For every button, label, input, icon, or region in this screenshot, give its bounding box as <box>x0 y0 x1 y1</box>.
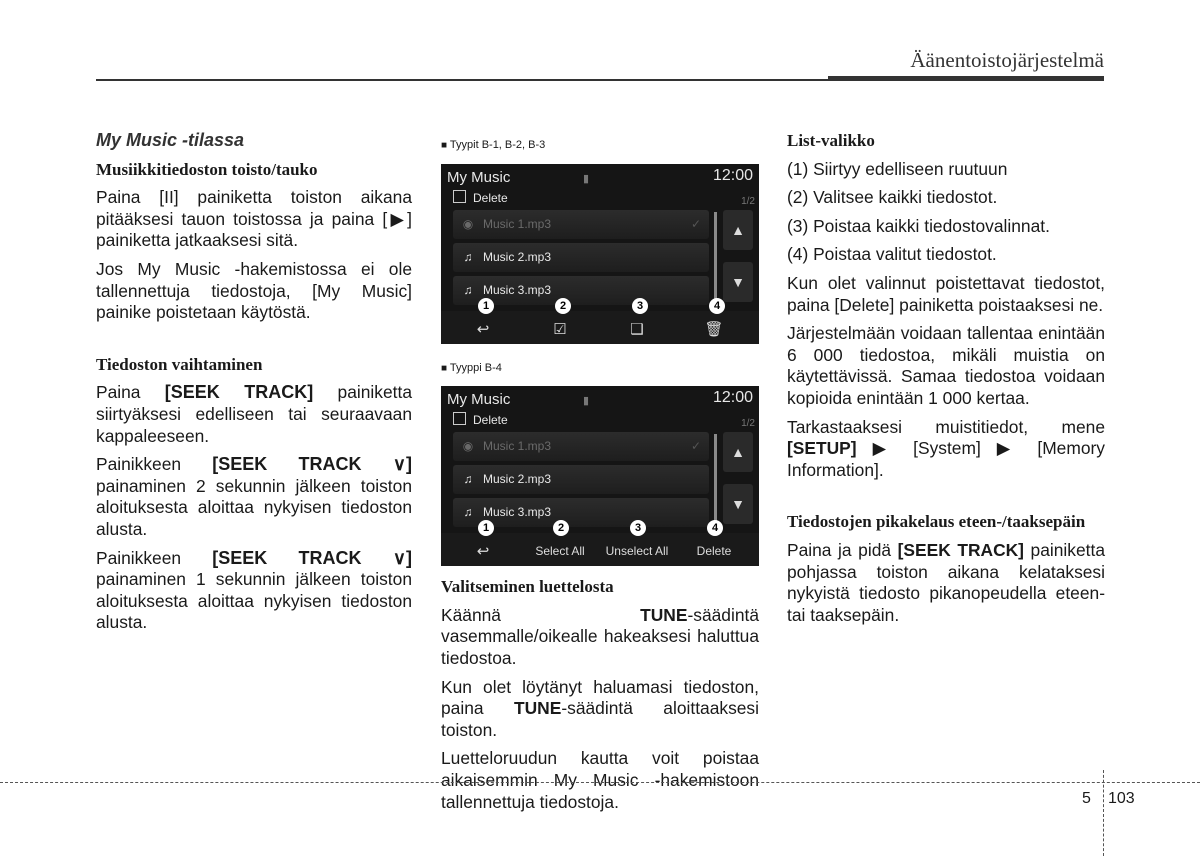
list-item[interactable]: ◉ Music 1.mp3 ✓ <box>453 210 709 239</box>
unselect-all-icon[interactable]: ❑ <box>630 320 644 338</box>
footer-rule <box>0 782 1200 783</box>
key-label: TUNE <box>513 698 562 719</box>
screen-title: My Music <box>447 168 511 186</box>
usb-icon: ▮ <box>583 395 590 408</box>
list-item-text: (3) Poistaa kaikki tiedostovalinnat. <box>787 215 1050 236</box>
list-item-text: (1) Siirtyy edelliseen ruutuun <box>787 158 1008 179</box>
key-label: [SEEK TRACK ∨] <box>212 454 412 475</box>
callout-badge: 1 <box>478 520 494 536</box>
paragraph: Kun olet valinnut poistettavat tiedostot, paina [Delete] painiketta poistaaksesi ne. <box>787 272 1105 315</box>
column-left <box>96 130 412 641</box>
music-note-icon: ♫ <box>463 249 473 264</box>
play-icon: ◉ <box>462 216 474 231</box>
subheading-fast-forward: Tiedostojen pikakelaus eteen-/taaksepäin <box>787 512 1086 532</box>
key-label: [SETUP] <box>787 438 857 459</box>
callout-badge: 4 <box>709 298 725 314</box>
scroll-up-button[interactable]: ▲ <box>723 210 753 250</box>
key-label: [SEEK TRACK ∨] <box>212 547 412 568</box>
back-icon[interactable]: ↩ <box>476 543 490 561</box>
back-icon[interactable]: ↩ <box>476 320 490 338</box>
list-item-text: (4) Poistaa valitut tiedostot. <box>787 244 997 265</box>
paragraph: Luetteloruudun kautta voit poistaa aikaisemmin My Music -hakemistoon tallennettuja tiedostoja. <box>441 748 759 812</box>
scrollbar[interactable] <box>714 212 717 308</box>
column-middle <box>441 135 759 820</box>
header-title: Äänentoistojärjestelmä <box>910 48 1104 72</box>
scrollbar[interactable] <box>714 434 717 530</box>
music-note-icon: ♫ <box>463 282 473 297</box>
select-all-button[interactable]: Select All <box>535 544 585 559</box>
subheading-play-pause: Musiikkitiedoston toisto/tauko <box>96 159 318 179</box>
paragraph: Painikkeen [SEEK TRACK ∨] painaminen 2 sekunnin jälkeen toiston aloituksesta aloittaa nykyisen tiedoston alusta. <box>96 454 412 539</box>
paragraph: Järjestelmään voidaan tallentaa enintään 6 000 tiedostoa, mikäli muistia on käytettävissä. Samaa tiedostoa voidaan kopioida enintään 1 000 kertaa. <box>787 323 1105 408</box>
paragraph: Paina [II] painiketta toiston aikana pitääksesi tauon toistossa ja paina [▶] painiketta jatkaaksesi sitä. <box>96 187 412 251</box>
paragraph: Paina [SEEK TRACK] painiketta siirtyäksesi edelliseen tai seuraavaan kappaleeseen. <box>96 382 412 446</box>
list-icon <box>453 412 466 425</box>
play-icon: ◉ <box>462 439 474 454</box>
list-item[interactable]: ◉ Music 1.mp3 ✓ <box>453 432 709 461</box>
callout-badge: 1 <box>478 298 494 314</box>
list-item[interactable]: ♫ Music 3.mp3 <box>453 498 709 527</box>
screen-type-b1 <box>441 164 759 344</box>
check-icon: ✓ <box>690 216 701 231</box>
key-label: TUNE <box>640 604 688 625</box>
list-item[interactable]: ♫ Music 2.mp3 <box>453 465 709 494</box>
key-label: [SEEK TRACK] <box>164 382 314 403</box>
footer-divider <box>1103 770 1104 856</box>
subheading-list-menu: List-valikko <box>787 131 875 150</box>
page-indicator: 1/2 <box>741 418 755 430</box>
music-note-icon: ♫ <box>463 472 473 487</box>
clock: 12:00 <box>712 389 753 407</box>
figure-caption: ■ Tyypit B-1, B-2, B-3 <box>441 139 546 151</box>
page-number: 103 <box>1108 790 1135 807</box>
list-icon <box>453 190 466 203</box>
callout-badge: 2 <box>555 298 571 314</box>
check-icon: ✓ <box>690 439 701 454</box>
delete-header: Delete <box>453 188 508 210</box>
select-all-icon[interactable]: ☑ <box>553 320 567 338</box>
trash-icon[interactable]: 🗑 <box>704 320 724 338</box>
paragraph: Painikkeen [SEEK TRACK ∨] painaminen 1 sekunnin jälkeen toiston aloituksesta aloittaa nykyisen tiedoston alusta. <box>96 547 412 633</box>
paragraph: Kun olet löytänyt haluamasi tiedoston, paina TUNE-säädintä aloittaaksesi toiston. <box>441 676 759 740</box>
header-rule-accent <box>828 76 1104 81</box>
subheading-select-from-list: Valitseminen luettelosta <box>441 577 614 597</box>
callout-badge: 2 <box>553 520 569 536</box>
delete-button[interactable]: Delete <box>696 544 732 559</box>
subheading-change-file: Tiedoston vaihtaminen <box>96 354 263 374</box>
page-indicator: 1/2 <box>741 195 755 207</box>
music-note-icon: ♫ <box>463 505 473 520</box>
scroll-up-button[interactable]: ▲ <box>723 432 753 472</box>
paragraph: Paina ja pidä [SEEK TRACK] painiketta pohjassa toiston aikana kelataksesi nykyistä tiedosto pikanopeudella eteen- tai taaksepäin. <box>787 539 1105 625</box>
list-item[interactable]: ♫ Music 2.mp3 <box>453 243 709 272</box>
delete-header: Delete <box>453 410 508 432</box>
chapter-number: 5 <box>1082 790 1091 807</box>
callout-badge: 3 <box>630 520 646 536</box>
unselect-all-button[interactable]: Unselect All <box>605 544 669 559</box>
screen-title: My Music <box>447 391 511 409</box>
scroll-down-button[interactable]: ▼ <box>723 484 753 524</box>
clock: 12:00 <box>712 166 753 184</box>
list-item[interactable]: ♫ Music 3.mp3 <box>453 276 709 305</box>
scroll-down-button[interactable]: ▼ <box>723 262 753 302</box>
paragraph: Tarkastaaksesi muistitiedot, mene [SETUP] ▶ [System] ▶ [Memory Information]. <box>787 416 1105 480</box>
column-right <box>787 130 1105 633</box>
screen-type-b4 <box>441 386 759 566</box>
usb-icon: ▮ <box>583 172 590 185</box>
paragraph: Jos My Music -hakemistossa ei ole tallennettuja tiedostoja, [My Music] painike poistetaan käytöstä. <box>96 258 412 323</box>
key-label: [SEEK TRACK] <box>897 539 1024 560</box>
callout-badge: 4 <box>707 520 723 536</box>
callout-badge: 3 <box>632 298 648 314</box>
figure-caption: ■ Tyyppi B-4 <box>441 361 502 374</box>
paragraph: Käännä TUNE-säädintä vasemmalle/oikealle hakeaksesi haluttua tiedostoa. <box>441 604 759 668</box>
list-item-text: (2) Valitsee kaikki tiedostot. <box>787 187 998 208</box>
section-heading: My Music -tilassa <box>96 130 245 150</box>
